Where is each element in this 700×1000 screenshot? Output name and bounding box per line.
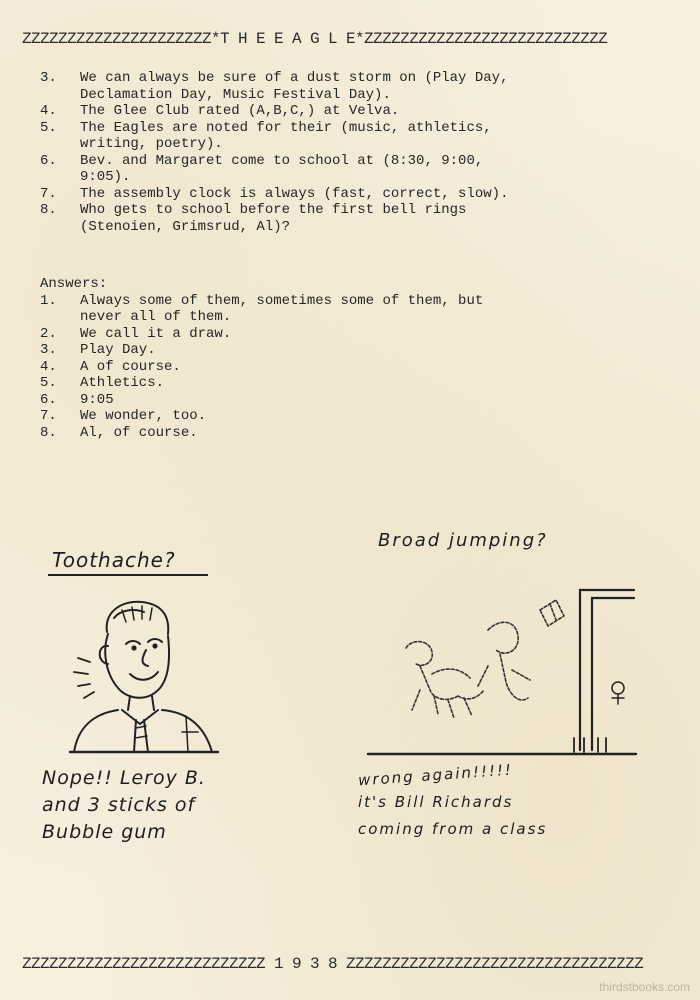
questions-list (40, 70, 660, 235)
watermark: thirdstbooks.com (599, 980, 690, 994)
answer-number: 8. (40, 424, 57, 441)
answer-text: We wonder, too. (80, 408, 207, 424)
cartoon-left-caption: Toothache? (52, 548, 176, 572)
answer-number: 7. (40, 408, 57, 424)
question-text: Who gets to school before the first bell rings (Stenoien, Grimsrud, Al)? (80, 202, 467, 235)
question-text: The Glee Club rated (A,B,C,) at Velva. (80, 103, 400, 119)
note-line: it's Bill Richards (358, 793, 514, 811)
answer-item (40, 326, 660, 343)
caption-underline (48, 574, 208, 576)
answer-item (40, 342, 660, 359)
answers-list (40, 276, 660, 441)
header-rule: ZZZZZZZZZZZZZZZZZZZZZ*T H E E A G L E*ZZZZZZZZZZZZZZZZZZZZZZZZZZZ (22, 30, 608, 48)
answer-item (40, 293, 660, 326)
question-item (40, 153, 660, 186)
question-item (40, 202, 660, 235)
question-item (40, 120, 660, 153)
question-number: 4. (40, 103, 57, 119)
cartoon-right-note (358, 762, 658, 843)
question-text: We can always be sure of a dust storm on (Play Day, Declamation Day, Music Festival Day). (80, 70, 509, 103)
question-text: Bev. and Margaret come to school at (8:30, 9:00, 9:05). (80, 152, 484, 185)
answer-number: 1. (40, 292, 57, 309)
question-number: 8. (40, 202, 57, 218)
answer-item (40, 408, 660, 425)
answer-text: Play Day. (80, 342, 156, 358)
answer-number: 4. (40, 358, 57, 375)
broad-jump-sketch (360, 570, 640, 760)
cartoon-left-note (42, 765, 282, 846)
question-text: The Eagles are noted for their (music, athletics, writing, poetry). (80, 119, 492, 152)
answer-item (40, 359, 660, 376)
answer-text: Al, of course. (80, 424, 198, 441)
cartoon-right-caption: Broad jumping? (378, 530, 548, 551)
question-number: 6. (40, 152, 57, 169)
question-item (40, 70, 660, 103)
answer-item (40, 392, 660, 409)
note-line: and 3 sticks of (42, 794, 196, 816)
question-item (40, 186, 660, 203)
answer-number: 5. (40, 375, 57, 391)
footer-rule: ZZZZZZZZZZZZZZZZZZZZZZZZZZZ 1 9 3 8 ZZZZZZZZZZZZZZZZZZZZZZZZZZZZZZZZZ (22, 955, 644, 973)
answer-text: We call it a draw. (80, 325, 232, 342)
answer-text: Athletics. (80, 375, 165, 391)
question-text: The assembly clock is always (fast, correct, slow). (80, 185, 509, 202)
question-number: 5. (40, 119, 57, 136)
answers-heading: Answers: (40, 276, 108, 292)
answer-item (40, 425, 660, 442)
answer-item (40, 375, 660, 392)
answer-number: 2. (40, 325, 57, 342)
question-item (40, 103, 660, 120)
note-line: Nope!! Leroy B. (42, 767, 206, 789)
question-number: 7. (40, 185, 57, 202)
note-line: coming from a class (358, 820, 548, 838)
note-line: Bubble gum (42, 821, 167, 843)
answer-number: 6. (40, 391, 57, 408)
answer-text: 9:05 (80, 391, 114, 408)
note-line: wrong again!!!!! (357, 760, 514, 790)
answer-text: A of course. (80, 358, 181, 375)
answer-number: 3. (40, 342, 57, 358)
question-number: 3. (40, 70, 57, 86)
answer-text: Always some of them, sometimes some of them, but never all of them. (80, 292, 484, 325)
toothache-boy-sketch (62, 592, 222, 757)
